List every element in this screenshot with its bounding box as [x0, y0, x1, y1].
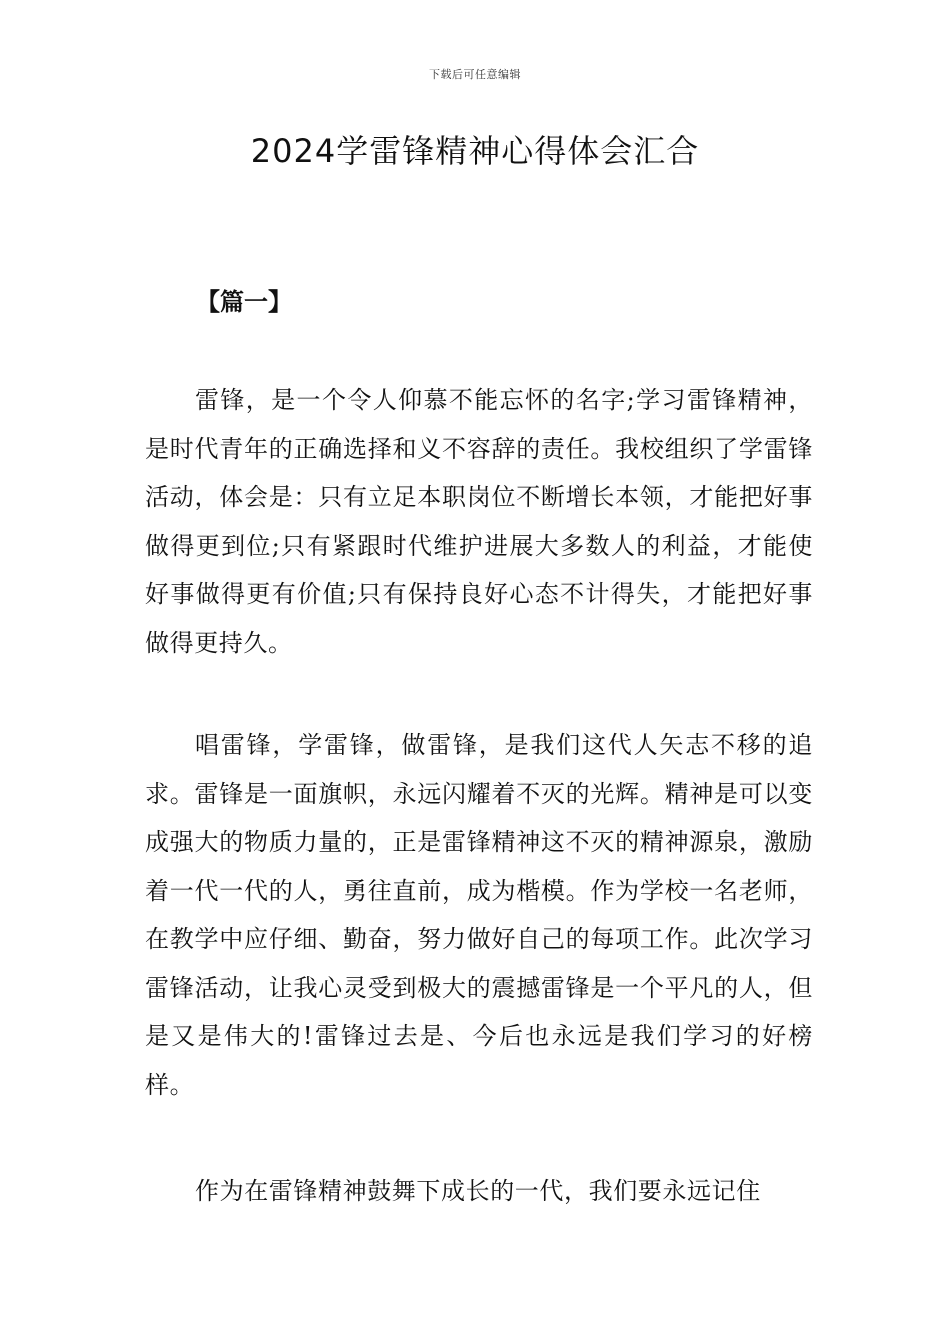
paragraph-text: 作为在雷锋精神鼓舞下成长的一代，我们要永远记住 — [195, 1177, 761, 1205]
paragraph-text: 雷锋，是一个令人仰慕不能忘怀的名字;学习雷锋精神，是时代青年的正确选择和义不容辞的责任。我校组织了学雷锋活动，体会是：只有立足本职岗位不断增长本领，才能把好事做得更到位;只有紧跟时代维护进展大多数人的利益，才能使好事做得更有价值;只有保持良好心态不计得失，才能把好事做得更持久。 — [145, 386, 813, 657]
section-label: 【篇一】 — [196, 288, 292, 316]
body-paragraph-2 — [145, 721, 813, 1182]
body-paragraph-1 — [145, 376, 813, 740]
document-title: 2024学雷锋精神心得体会汇合 — [250, 132, 700, 170]
paragraph-text: 唱雷锋，学雷锋，做雷锋，是我们这代人矢志不移的追求。雷锋是一面旗帜，永远闪耀着不灭的光辉。精神是可以变成强大的物质力量的，正是雷锋精神这不灭的精神源泉，激励着一代一代的人，勇往直前，成为楷模。作为学校一名老师，在教学中应仔细、勤奋，努力做好自己的每项工作。此次学习雷锋活动，让我心灵受到极大的震撼雷锋是一个平凡的人，但是又是伟大的!雷锋过去是、今后也永远是我们学习的好榜样。 — [145, 731, 813, 1099]
header-note: 下载后可任意编辑 — [429, 68, 521, 81]
body-paragraph-3 — [145, 1167, 813, 1289]
